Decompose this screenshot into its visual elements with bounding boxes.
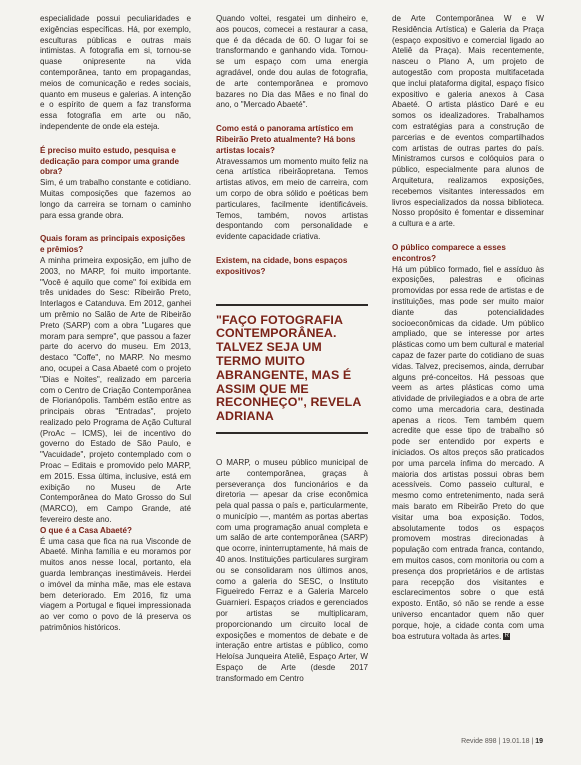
paragraph: especialidade possui peculiaridades e exigências específicas. Há, por exemplo, esculturas públicas e outras mais intimistas. A fotografia em si, tornou-se quase onipresente na vida contemporânea, tanto em propagandas, meios de comunicação e redes sociais, quanto em museus e galerias. A intenção e o espírito de quem a faz transforma essa fotografia em arte ou não, independente de onde ela esteja. — [40, 14, 191, 131]
interview-question: O público comparece a esses encontros? — [392, 242, 506, 263]
pull-quote: "FAÇO FOTOGRAFIA CONTEMPORÂNEA. TALVEZ SEJA UM TERMO MUITO ABRANGENTE, MAS É ASSIM QUE ME RECONHEÇO", REVELA ADRIANA — [216, 304, 368, 434]
page-footer — [461, 738, 543, 745]
column-2 — [216, 14, 368, 685]
column-3 — [392, 14, 544, 642]
answer-text: Há um público formado, fiel e assíduo às exposições, palestras e oficinas promovidas por essa rede de artistas e de instituições, mas pode ser muito maior diante das potencialidades socioeconômicas da cidade. Um público ampliado, que se interesse por artes plásticas como um bem cultural e material capaz de fazer parte do cotidiano de suas vidas. Talvez, precisemos, ainda, derrubar alguns pré-conceitos. Há pessoas que veem as artes plásticas como uma atividade de privilegiados e a obra de arte como uma mercadoria cara, destinada apenas a ricos. Tem também quem acredite que esse tipo de trabalho só pode ser entendido por experts e iniciados. Os altos preços são praticados por uma parcela ínfima do mercado. A maioria dos artistas possui obras bem acessíveis. Como passeio cultural, e mesmo como entretenimento, nada será mais barato em Ribeirão Preto do que visitar uma boa exposição. Todos, absolutamente todos os espaços promovem mostras direcionadas à população com entrada franca, contando, em muitos casos, com monitoria ou com a presença dos proprietários e de artistas para recepção dos visitantes e esclarecimentos sobre o que está exposto. Então, só não se rende a esse universo encantador quem não quer porque, hoje, a cidade conta com uma boa estrutura voltada às artes. — [392, 264, 544, 641]
interview-answer — [392, 265, 544, 643]
interview-answer: É uma casa que fica na rua Visconde de Abaeté. Minha família e eu moramos por muitos anos nesse local, portanto, ela guarda lembranças inestimáveis. Herdei o imóvel da minha mãe, mas ele estava bem deteriorado. Em 2016, fiz uma viagem a Portugal e fiquei impressionada ao ver como o povo de lá preserva os patrimônios históricos. — [40, 536, 191, 633]
interview-question: Existem, na cidade, bons espaços expositivos? — [216, 255, 348, 276]
end-of-article-icon: R — [504, 632, 510, 639]
interview-answer: Sim, é um trabalho constante e cotidiano. Muitas composições que fazemos ao longo da carreira se tornam o caminho para essa grande obra. — [40, 178, 191, 220]
issue-info: Revide 898 | 19.01.18 | — [461, 738, 534, 745]
interview-question: Quais foram as principais exposições e prêmios? — [40, 234, 186, 255]
interview-question: É preciso muito estudo, pesquisa e dedicação para compor uma grande obra? — [40, 145, 179, 177]
column-1 — [40, 14, 191, 634]
page-number: 19 — [535, 738, 543, 745]
interview-answer: A minha primeira exposição, em julho de 2003, no MARP, foi muito importante. "Você é aquilo que come" foi exibida em três unidades do Sesc: Ribeirão Preto, Interlagos e Catanduva. Em 2012, ganhei um prêmio no Salão de Arte de Ribeirão Preto (SARP) com a obra "Lugares que moram para sempre", que passou a fazer parte do acervo do museu. Em 2013, destaco "Coffe", no MARP. No mesmo ano, ocupei a Casa Abaeté com o projeto "Dias e Noites", realizado em parceria com o Centro de Criação Contemporânea de Florianópolis. Também estão entre as principais obras "Entradas", projeto realizado pelo Programa de Ação Cultural (ProAc – ICMS), lei de incentivo do governo do Estado de São Paulo, e "Vacuidade", projeto contemplado com o Proac – Editais e promovido pelo MARP, em 2015. Essa última, inclusive, está em exibição no Museu de Arte Contemporânea do Mato Grosso do Sul (MARCO), em Campo Grande, até fevereiro deste ano. — [40, 255, 191, 525]
interview-answer: O MARP, o museu público municipal de arte contemporânea, graças à perseverança dos funcionários e da diretoria — apesar da crise econômica pela qual passa o país e, particularmente, o município —, mantém as portas abertas com uma programação anual completa e um salão de arte contemporânea (SARP) que ocorre, ininterruptamente, há mais de 40 anos. Instituições particulares surgiram ou se consolidaram nos últimos anos, como a galeria do SESC, o Instituto Figueiredo Ferraz e a Galeria Marcelo Guarnieri. Espaços criados e gerenciados por artistas se multiplicaram, proporcionando um circuito local de exposições e momentos de debate e de interação entre artistas e público, como Heloísa Junqueira Ateliê, Espaço Arter, W Espaço de Arte (desde 2017 transformado em Centro — [216, 457, 368, 683]
paragraph: de Arte Contemporânea W e W Residência Artística) e Galeria da Praça (espaço expositivo e comercial ligado ao Ateliê da Praça). Mais recentemente, nasceu o Plano A, um projeto de autogestão com proposta multifacetada que inclui plataforma digital, espaço físico expositivo e galeria anexos à Casa Abaeté. O artista plástico Daré e eu somos os idealizadores. Trabalhamos com estratégias para a construção de parcerias e de eventos compartilhados com artistas de outras partes do país. Ministramos cursos e colóquios para o público, especialmente para alunos de Arquitetura, realizamos exposições, recebemos visitantes interessados em livros especializados da nossa biblioteca. Nosso propósito é fomentar e disseminar a cultura e a arte. — [392, 14, 544, 229]
paragraph: Quando voltei, resgatei um dinheiro e, aos poucos, comecei a restaurar a casa, que é da década de 60. O lugar foi se transformando e ganhando vida. Tornou-se um espaço com uma energia agradável, onde dou aulas de fotografia, de arte contemporânea e promovo bazares no Dia das Mães e no final do ano, o "Mercado Abaeté". — [216, 14, 368, 110]
interview-question: Como está o panorama artístico em Ribeirão Preto atualmente? Há bons artistas locais? — [216, 124, 356, 155]
interview-question: O que é a Casa Abaeté? — [40, 525, 132, 535]
interview-answer: Atravessamos um momento muito feliz na cena artística ribeirãopretana. Temos artistas ativos, em meio de carreira, com um corpo de obra sólido e poéticas bem particulares, facilmente identificáveis. Temos, também, novos artistas despontando com personalidade e evidente capacidade criativa. — [216, 156, 368, 242]
